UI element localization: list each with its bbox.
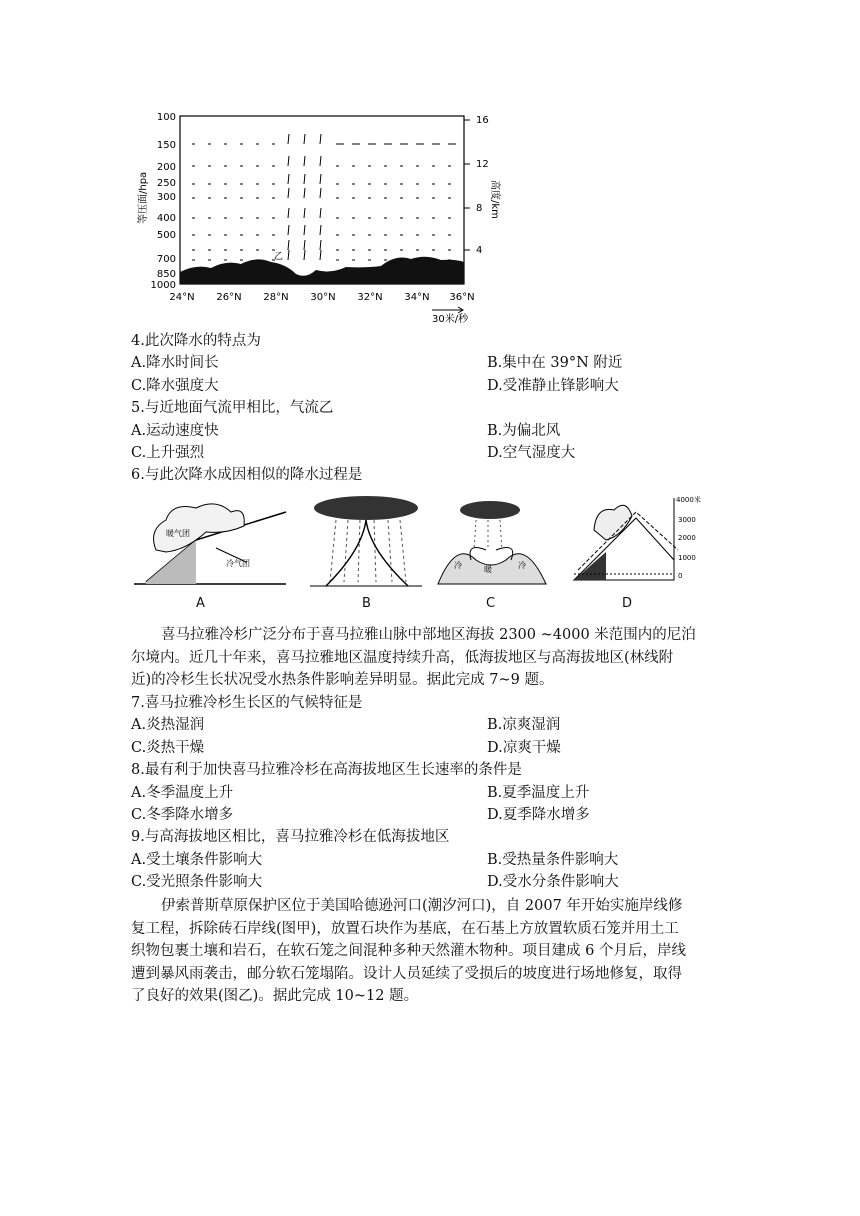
wind-arrow bbox=[304, 208, 305, 218]
wind-vectors bbox=[192, 134, 456, 260]
svg-text:24°N: 24°N bbox=[169, 292, 195, 303]
q9-option-b[interactable]: B.受热量条件影响大 bbox=[487, 851, 619, 868]
q9-option-a[interactable]: A.受土壤条件影响大 bbox=[131, 851, 263, 868]
cold-air-label: 冷气团 bbox=[226, 559, 250, 568]
wind-arrow bbox=[304, 174, 305, 184]
wind-arrow bbox=[304, 225, 305, 235]
svg-text:34°N: 34°N bbox=[404, 292, 430, 303]
wind-arrow bbox=[320, 225, 321, 235]
svg-text:28°N: 28°N bbox=[263, 292, 289, 303]
q7-option-c[interactable]: C.炎热干燥 bbox=[131, 739, 205, 756]
diagram-label-c: C bbox=[486, 596, 496, 611]
q4-option-d[interactable]: D.受准静止锋影响大 bbox=[487, 377, 619, 394]
wind-arrow bbox=[288, 240, 289, 250]
q4-stem: 4.此次降水的特点为 bbox=[131, 333, 261, 349]
passage-fir-line-3: 近)的冷杉生长状况受水热条件影响差异明显。据此完成 7~9 题。 bbox=[131, 672, 554, 689]
svg-text:4: 4 bbox=[476, 245, 483, 256]
q7-stem: 7.喜马拉雅冷杉生长区的气候特征是 bbox=[131, 695, 363, 711]
q5-option-a[interactable]: A.运动速度快 bbox=[131, 422, 219, 439]
svg-text:8: 8 bbox=[476, 203, 483, 214]
diagram-a-frontal bbox=[134, 504, 286, 584]
warm-label: 暖 bbox=[484, 565, 492, 574]
q8-option-b[interactable]: B.夏季温度上升 bbox=[487, 784, 590, 801]
svg-text:30°N: 30°N bbox=[310, 292, 336, 303]
label-yi: 乙 bbox=[274, 252, 284, 262]
q9-stem: 9.与高海拔地区相比，喜马拉雅冷杉在低海拔地区 bbox=[131, 829, 450, 846]
q8-option-c[interactable]: C.冬季降水增多 bbox=[131, 806, 234, 823]
q6-stem: 6.与此次降水成因相似的降水过程是 bbox=[131, 467, 363, 484]
svg-text:36°N: 36°N bbox=[449, 292, 475, 303]
alt-2000: 2000 bbox=[678, 534, 696, 542]
svg-text:16: 16 bbox=[476, 115, 489, 126]
q5-option-d[interactable]: D.空气湿度大 bbox=[487, 444, 576, 461]
wind-arrow bbox=[320, 174, 321, 184]
wind-arrow bbox=[320, 156, 321, 166]
scale-label: 30米/秒 bbox=[432, 314, 469, 325]
diagram-label-d: D bbox=[622, 596, 633, 611]
question-block-7-9 bbox=[131, 692, 731, 894]
wind-arrow bbox=[320, 188, 321, 198]
wind-arrow bbox=[288, 250, 289, 260]
q5-stem: 5.与近地面气流甲相比，气流乙 bbox=[131, 400, 334, 417]
svg-text:32°N: 32°N bbox=[357, 292, 383, 303]
svg-text:700: 700 bbox=[156, 254, 176, 265]
q8-option-d[interactable]: D.夏季降水增多 bbox=[487, 806, 590, 823]
diagram-d-orographic bbox=[574, 495, 701, 580]
diagram-b-convective bbox=[310, 496, 422, 586]
wind-arrow bbox=[304, 250, 305, 260]
wind-arrow bbox=[304, 188, 305, 198]
cold-label-left: 冷 bbox=[454, 561, 462, 570]
q9-option-d[interactable]: D.受水分条件影响大 bbox=[487, 874, 619, 891]
diagram-c-cyclonic bbox=[438, 501, 546, 584]
wind-section-figure bbox=[126, 104, 506, 330]
pressure-axis bbox=[151, 112, 176, 291]
height-axis bbox=[464, 115, 489, 256]
wind-arrow bbox=[304, 134, 305, 144]
wind-arrow bbox=[288, 134, 289, 144]
cold-label-right: 冷 bbox=[518, 561, 526, 570]
svg-text:250: 250 bbox=[156, 178, 176, 189]
svg-text:400: 400 bbox=[156, 213, 176, 224]
svg-text:12: 12 bbox=[476, 159, 489, 170]
wind-arrow bbox=[304, 240, 305, 250]
svg-text:100: 100 bbox=[156, 112, 176, 123]
alt-0: 0 bbox=[678, 572, 683, 580]
svg-text:500: 500 bbox=[156, 230, 176, 241]
height-axis-label: 高度/km bbox=[489, 180, 500, 219]
svg-text:1000: 1000 bbox=[150, 280, 176, 291]
wind-arrow bbox=[288, 174, 289, 184]
passage-fir-line-1: 喜马拉雅冷杉广泛分布于喜马拉雅山脉中部地区海拔 2300 ~4000 米范围内的尼泊 bbox=[161, 627, 696, 643]
diagram-label-a: A bbox=[196, 596, 205, 611]
passage-shoreline bbox=[131, 895, 731, 1008]
passage-shoreline-line-1: 伊索普斯草原保护区位于美国哈德逊河口(潮汐河口)，自 2007 年开始实施岸线修 bbox=[161, 898, 683, 914]
alt-1000: 1000 bbox=[678, 554, 696, 562]
passage-shoreline-line-5: 了良好的效果(图乙)。据此完成 10~12 题。 bbox=[131, 988, 419, 1005]
alt-3000: 3000 bbox=[678, 516, 696, 524]
svg-text:300: 300 bbox=[156, 192, 176, 203]
wind-arrow bbox=[320, 134, 321, 144]
q8-option-a[interactable]: A.冬季温度上升 bbox=[131, 784, 234, 801]
q9-option-c[interactable]: C.受光照条件影响大 bbox=[131, 874, 263, 891]
wind-arrow bbox=[320, 208, 321, 218]
passage-shoreline-line-2: 复工程，拆除砖石岸线(图甲)，放置石块作为基底，在石基上方放置软质石笼并用土工 bbox=[131, 920, 679, 937]
wind-arrow bbox=[320, 250, 321, 260]
label-jia: 甲 bbox=[322, 264, 332, 274]
q4-option-b[interactable]: B.集中在 39°N 附近 bbox=[487, 355, 623, 372]
question-block-4-6 bbox=[131, 330, 731, 487]
q5-option-b[interactable]: B.为偏北风 bbox=[487, 422, 561, 439]
wind-arrow bbox=[320, 240, 321, 250]
latitude-axis bbox=[169, 292, 474, 303]
q7-option-a[interactable]: A.炎热湿润 bbox=[131, 717, 205, 734]
q4-option-c[interactable]: C.降水强度大 bbox=[131, 377, 219, 394]
alt-4000: 4000米 bbox=[676, 496, 701, 504]
q7-option-d[interactable]: D.凉爽干燥 bbox=[487, 739, 561, 756]
q4-option-a[interactable]: A.降水时间长 bbox=[131, 355, 219, 372]
q8-stem: 8.最有利于加快喜马拉雅冷杉在高海拔地区生长速率的条件是 bbox=[131, 762, 522, 779]
wind-arrow bbox=[288, 188, 289, 198]
wind-arrow bbox=[304, 156, 305, 166]
precipitation-diagrams bbox=[126, 490, 706, 616]
svg-text:200: 200 bbox=[156, 162, 176, 173]
passage-shoreline-line-3: 织物包裹土壤和岩石，在软石笼之间混种多种天然灌木物种。项目建成 6 个月后，岸线 bbox=[131, 943, 686, 960]
warm-air-label: 暖气团 bbox=[166, 529, 190, 538]
passage-shoreline-line-4: 遭到暴风雨袭击，邮分软石笼塌陷。设计人员延续了受损后的坡度进行场地修复，取得 bbox=[131, 965, 682, 982]
wind-arrow bbox=[288, 225, 289, 235]
passage-fir-line-2: 尔境内。近几十年来，喜马拉雅地区温度持续升高，低海拔地区与高海拔地区(林线附 bbox=[131, 649, 674, 666]
q5-option-c[interactable]: C.上升强烈 bbox=[131, 444, 205, 461]
wind-arrow bbox=[288, 156, 289, 166]
q7-option-b[interactable]: B.凉爽湿润 bbox=[487, 717, 561, 734]
passage-fir bbox=[131, 624, 731, 692]
svg-text:150: 150 bbox=[156, 140, 176, 151]
svg-text:850: 850 bbox=[156, 269, 176, 280]
wind-arrow bbox=[288, 208, 289, 218]
svg-text:26°N: 26°N bbox=[216, 292, 242, 303]
diagram-label-b: B bbox=[362, 596, 371, 611]
pressure-axis-label: 等压面/hpa bbox=[138, 171, 149, 224]
